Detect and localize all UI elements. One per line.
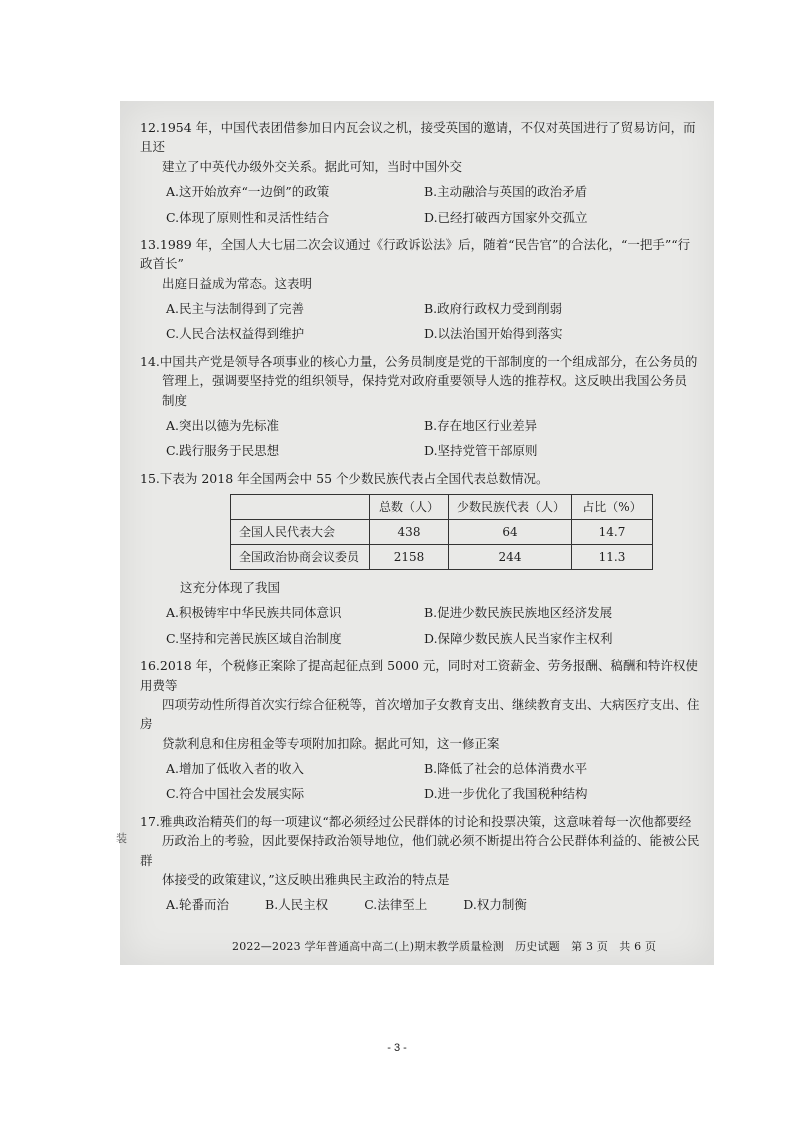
question-stem-cont: 四项劳动性所得首次实行综合征税等，首次增加子女教育支出、继续教育支出、大病医疗支出、住房 <box>140 696 700 732</box>
exam-footer: 2022—2023 学年普通高中高二(上)期末教学质量检测 历史试题 第 3 页 共 6 页 <box>232 940 657 953</box>
option-b[interactable]: B.人民主权 <box>265 897 329 913</box>
option-list <box>140 299 700 344</box>
table-header-cell: 总数（人） <box>370 495 449 520</box>
table-header-row <box>231 495 653 520</box>
question-stem: 17.雅典政治精英们的每一项建议“都必须经过公民群体的讨论和投票决策，这意味着每一次他都要经 <box>140 813 692 829</box>
table-row <box>231 520 653 545</box>
question-stem-cont: 管理上，强调要坚持党的组织领导，保持党对政府重要领导人选的推荐权。这反映出我国公务员 <box>162 373 688 389</box>
option-a[interactable]: A.这开始放弃“一边倒”的政策 <box>166 184 330 200</box>
option-list <box>140 603 700 648</box>
question-16 <box>140 656 700 804</box>
option-d[interactable]: D.已经打破西方国家外交孤立 <box>424 209 588 225</box>
option-b[interactable]: B.促进少数民族民族地区经济发展 <box>424 605 613 621</box>
option-list <box>140 759 700 804</box>
option-c[interactable]: C.坚持和完善民族区域自治制度 <box>166 630 342 646</box>
table-row <box>231 545 653 570</box>
option-a[interactable]: A.增加了低收入者的收入 <box>166 761 305 776</box>
option-a[interactable]: A.轮番而治 <box>166 897 230 913</box>
option-list <box>140 895 700 914</box>
table-cell: 244 <box>449 545 572 570</box>
question-stem: 12.1954 年，中国代表团借参加日内瓦会议之机，接受英国的邀请，不仅对英国进行了贸易访问，而且还 <box>140 120 696 155</box>
option-d[interactable]: D.进一步优化了我国税种结构 <box>424 786 588 802</box>
option-b[interactable]: B.存在地区行业差异 <box>424 417 538 433</box>
option-a[interactable]: A.积极铸牢中华民族共同体意识 <box>166 605 342 621</box>
question-15 <box>140 469 700 649</box>
question-stem: 14.中国共产党是领导各项事业的核心力量，公务员制度是党的干部制度的一个组成部分，在公务员的 <box>140 353 698 369</box>
question-stem-cont: 建立了中英代办级外交关系。据此可知，当时中国外交 <box>162 158 463 174</box>
question-stem-cont: 历政治上的考验，因此要保持政治领导地位，他们就必须不断提出符合公民群体利益的、能被公民群 <box>140 833 700 868</box>
table-header-cell: 占比（%） <box>572 495 653 520</box>
question-stem: 15.下表为 2018 年全国两会中 55 个少数民族代表占全国代表总数情况。 <box>140 470 549 486</box>
option-c[interactable]: C.践行服务于民思想 <box>166 443 280 459</box>
option-a[interactable]: A.突出以德为先标准 <box>166 417 280 433</box>
question-stem-cont: 这充分体现了我国 <box>180 580 281 595</box>
table-header-cell: 少数民族代表（人） <box>449 495 572 520</box>
question-12 <box>140 118 700 227</box>
table-cell: 全国人民代表大会 <box>231 520 370 545</box>
option-list <box>140 416 700 461</box>
option-d[interactable]: D.坚持党管干部原则 <box>424 443 538 459</box>
option-c[interactable]: C.符合中国社会发展实际 <box>166 786 305 802</box>
table-cell: 14.7 <box>572 520 653 545</box>
option-c[interactable]: C.体现了原则性和灵活性结合 <box>166 209 330 225</box>
option-d[interactable]: D.权力制衡 <box>463 897 527 913</box>
question-14 <box>140 352 700 461</box>
exam-content <box>140 118 700 915</box>
question-17 <box>140 812 700 915</box>
option-a[interactable]: A.民主与法制得到了完善 <box>166 301 305 316</box>
table-cell: 64 <box>449 520 572 545</box>
minority-representation-table <box>230 494 653 570</box>
table-cell: 全国政治协商会议委员 <box>231 545 370 570</box>
table-cell: 438 <box>370 520 449 545</box>
option-d[interactable]: D.保障少数民族人民当家作主权利 <box>424 630 613 646</box>
question-stem-cont: 体接受的政策建议，”这反映出雅典民主政治的特点是 <box>162 871 450 887</box>
option-b[interactable]: B.降低了社会的总体消费水平 <box>424 761 588 776</box>
page-number: - 3 - <box>387 1042 407 1054</box>
binding-mark: 装 <box>116 832 127 845</box>
question-stem: 13.1989 年，全国人大七届二次会议通过《行政诉讼法》后，随着“民告官”的合法化，“一把手”“行政首长” <box>140 236 691 272</box>
question-13 <box>140 235 700 344</box>
option-list <box>140 182 700 227</box>
option-c[interactable]: C.人民合法权益得到维护 <box>166 326 305 342</box>
question-stem-cont: 制度 <box>162 392 188 408</box>
option-c[interactable]: C.法律至上 <box>364 897 428 913</box>
table-cell: 2158 <box>370 545 449 570</box>
option-b[interactable]: B.政府行政权力受到削弱 <box>424 301 563 316</box>
option-b[interactable]: B.主动融洽与英国的政治矛盾 <box>424 184 588 200</box>
option-d[interactable]: D.以法治国开始得到落实 <box>424 326 563 342</box>
question-stem-cont: 贷款利息和住房租金等专项附加扣除。据此可知，这一修正案 <box>162 735 500 751</box>
question-stem-cont: 出庭日益成为常态。这表明 <box>162 275 313 291</box>
table-cell: 11.3 <box>572 545 653 570</box>
table-header-cell <box>231 495 370 520</box>
question-stem: 16.2018 年，个税修正案除了提高起征点到 5000 元，同时对工资薪金、劳务报酬、稿酬和特许权使用费等 <box>140 658 698 693</box>
